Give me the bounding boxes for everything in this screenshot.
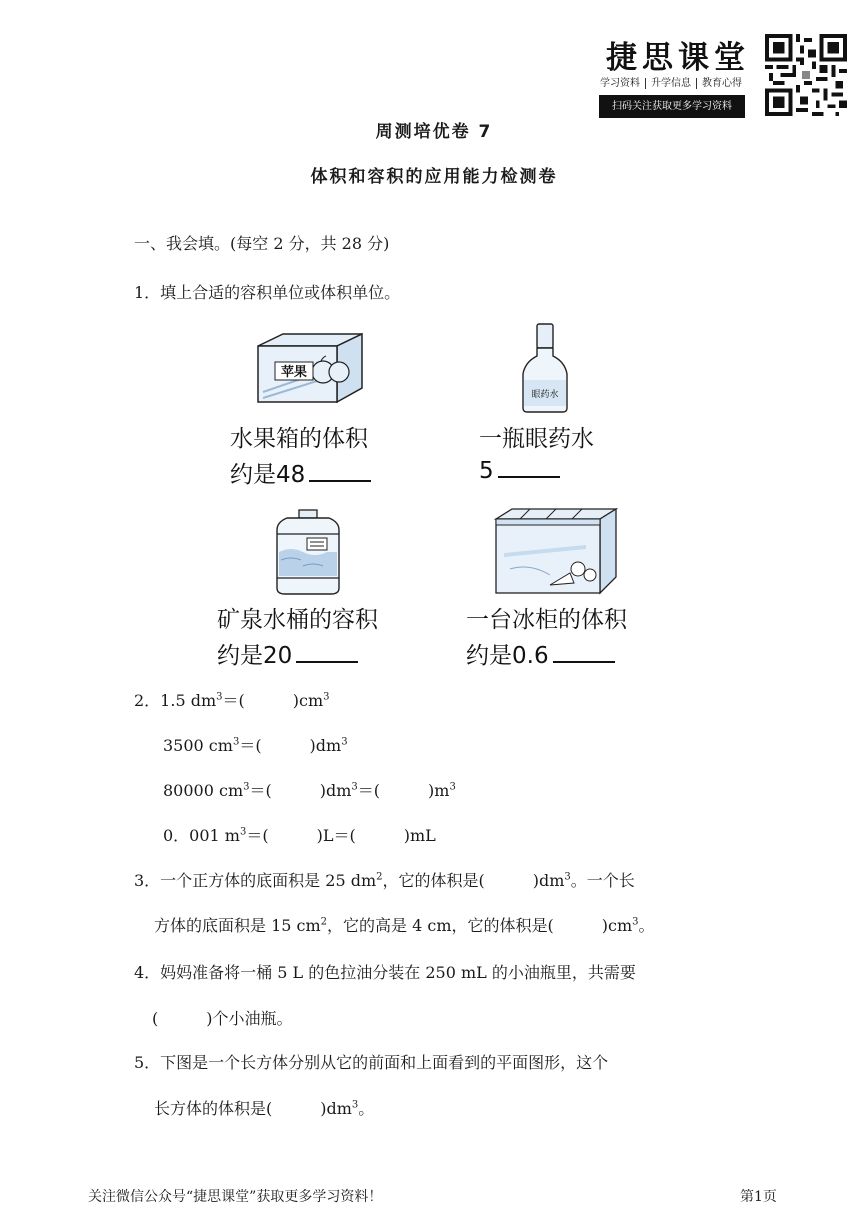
item-barrel-line1: 矿泉水桶的容积 [217, 607, 378, 633]
section-heading: 一、我会填。(每空 2 分，共 28 分) [134, 234, 390, 253]
fruit-box-icon [255, 328, 365, 408]
page-title: 周测培优卷 7 [375, 122, 493, 142]
answer-blank[interactable] [553, 641, 615, 663]
q5-l2a: 长方体的体积是( )dm [154, 1099, 352, 1118]
sup-3: 3 [243, 781, 250, 793]
item-eye-drop-line2 [479, 456, 560, 484]
sup-3: 3 [232, 736, 240, 748]
q2d-pre: 0．001 m [163, 826, 240, 845]
qr-code-icon [765, 34, 847, 116]
sup-3: 3 [632, 916, 639, 928]
answer-blank[interactable] [296, 641, 358, 663]
sup-3: 3 [323, 691, 330, 703]
q2c-mid2: ＝( )m [357, 781, 450, 800]
footer-note: 关注微信公众号“捷思课堂”获取更多学习资料！ [88, 1189, 383, 1205]
sup-3: 3 [564, 871, 571, 883]
eye-drop-bottle-icon [515, 322, 575, 414]
sup-3: 3 [351, 1099, 359, 1111]
q1-stem: 1．填上合适的容积单位或体积单位。 [134, 283, 401, 302]
brand-sub-1: 学习资料 [600, 78, 640, 89]
q3-l1c: 。一个长 [570, 871, 635, 890]
sup-3: 3 [239, 826, 247, 838]
freezer-icon [490, 505, 620, 597]
brand-subtitles [600, 74, 742, 89]
q2-line-c [163, 778, 456, 801]
item-eye-drop-line1: 一瓶眼药水 [479, 426, 594, 452]
q3-l1a: 3．一个正方体的底面积是 25 dm [134, 871, 377, 890]
item-eye-drop-value: 5 [479, 458, 494, 484]
brand-sub-3: 教育心得 [702, 78, 742, 89]
q2-line-d [163, 823, 436, 846]
page-subtitle: 体积和容积的应用能力检测卷 [310, 167, 558, 187]
item-freezer-line2 [466, 637, 615, 670]
q2b-pre: 3500 cm [163, 736, 233, 755]
fruit-box-label: 苹果 [280, 365, 308, 380]
item-fruit-box-value: 约是48 [230, 462, 306, 488]
sup-3: 3 [449, 781, 456, 793]
answer-blank[interactable] [498, 456, 560, 478]
q3-l1b: ，它的体积是( )dm [382, 871, 565, 890]
q5-l2b: 。 [358, 1099, 375, 1118]
item-fruit-box-line2 [230, 456, 371, 489]
q5-line1: 5．下图是一个长方体分别从它的前面和上面看到的平面图形，这个 [134, 1053, 609, 1072]
q2-line-b [163, 733, 348, 756]
q2c-mid: ＝( )dm [249, 781, 352, 800]
brand-title: 捷思课堂 [606, 40, 750, 76]
item-barrel-value: 约是20 [217, 643, 293, 669]
q3-line2 [154, 913, 655, 936]
q2b-mid: ＝( )dm [239, 736, 342, 755]
item-barrel-line2 [217, 637, 358, 670]
item-freezer-value: 约是0.6 [466, 643, 549, 669]
q2d-mid: ＝( )L＝( )mL [246, 826, 436, 845]
q2-line-a [134, 688, 330, 711]
q3-l2b: ，它的高是 4 cm，它的体积是( )cm [327, 916, 633, 935]
q5-line2 [154, 1096, 374, 1119]
sup-3: 3 [351, 781, 358, 793]
q3-line1 [134, 868, 635, 891]
q4-line1: 4．妈妈准备将一桶 5 L 的色拉油分装在 250 mL 的小油瓶里，共需要 [134, 963, 636, 982]
brand-bar: 扫码关注获取更多学习资料 [599, 95, 745, 118]
q3-l2a: 方体的底面积是 15 cm [154, 916, 321, 935]
sup-2: 2 [376, 871, 383, 883]
sup-2: 2 [320, 916, 328, 928]
sup-3: 3 [341, 736, 348, 748]
q2a-pre: 2．1.5 dm [134, 691, 217, 710]
item-freezer-line1: 一台冰柜的体积 [466, 607, 627, 633]
answer-blank[interactable] [309, 460, 371, 482]
water-barrel-icon [273, 508, 343, 596]
q2a-mid: ＝( )cm [222, 691, 324, 710]
page-number: 第1页 [740, 1189, 777, 1205]
item-fruit-box-line1: 水果箱的体积 [230, 426, 368, 452]
q2c-pre: 80000 cm [163, 781, 244, 800]
sup-3: 3 [216, 691, 223, 703]
q4-line2: ( )个小油瓶。 [152, 1009, 293, 1028]
brand-sub-2: 升学信息 [651, 78, 691, 89]
bottle-label: 眼药水 [531, 390, 559, 400]
q3-l2c: 。 [638, 916, 655, 935]
